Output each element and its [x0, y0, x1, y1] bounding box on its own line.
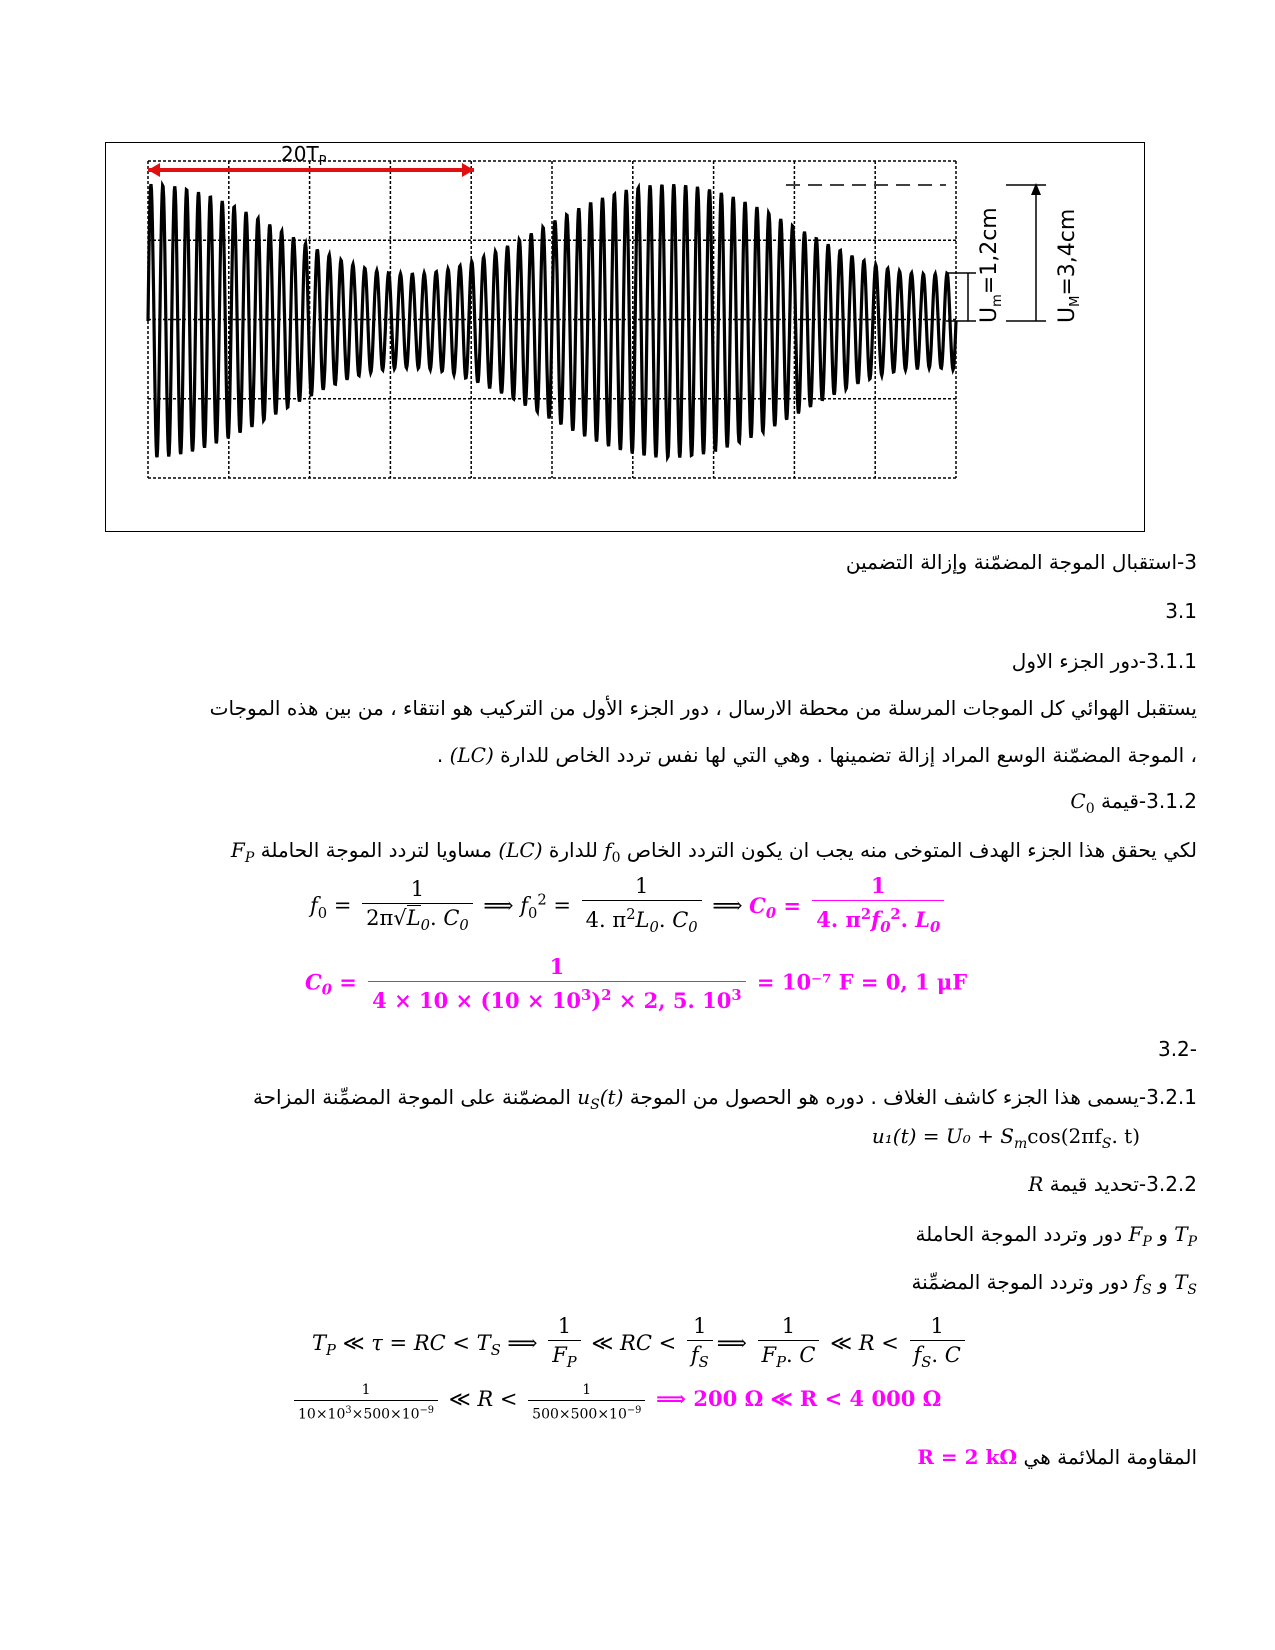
- carrier-period-line: $T_P$ و $F_P$ دور وتردد الموجة الحاملة: [915, 1222, 1197, 1250]
- paragraph-3-1-2: لكي يحقق هذا الجزء الهدف المتوخى منه يجب ان يكون التردد الخاص $f_0$ للدارة (LC) مساويا لتردد الموجة الحاملة $F_P$: [230, 838, 1197, 866]
- subsection-3-2: -3.2: [1157, 1037, 1197, 1061]
- paragraph-3-1-1-line1: يستقبل الهوائي كل الموجات المرسلة من محطة الارسال ، دور الجزء الأول من التركيب هو انتقاء ، من بين هذه الموجات: [209, 696, 1197, 720]
- oscilloscope-figure: [105, 142, 1145, 532]
- period-label-sub: P: [318, 154, 327, 169]
- subsection-3-2-2: 3.2.2-تحديد قيمة R: [1028, 1172, 1197, 1196]
- paragraph-3-1-1-line2: ، الموجة المضمّنة الوسع المراد إزالة تضمينها . وهي التي لها نفس تردد الخاص للدارة (LC) .: [436, 743, 1197, 767]
- equation-r-range: $\frac{1}{10\times 10^3\times 500\times 10^{-9}}$ ≪ R < $\frac{1}{500\times 500\times 10^{-9}}$ ⟹ 200 Ω ≪ R < 4 000 Ω: [290, 1380, 941, 1424]
- paragraph-3-2-1: 3.2.1-يسمى هذا الجزء كاشف الغلاف . دوره هو الحصول من الموجة $u_S(t)$ المضمّنة على الموجة المضمِّنة المزاحة: [252, 1085, 1197, 1113]
- subsection-3-1-1: 3.1.1-دور الجزء الاول: [1011, 649, 1197, 673]
- equation-c0-value: $C_0$ = $\frac{1}{4 \times 10 \times (10 \times 10^3)^2 \times 2, 5. 10^3}$ = 10⁻⁷ F = 0, 1 μF: [305, 954, 968, 1014]
- oscillogram-svg: [106, 143, 1146, 533]
- lc-symbol: (LC): [449, 743, 494, 767]
- equation-inequality: $T_P$ ≪ τ = RC < $T_S$ ⟹ $\frac{1}{F_P}$ ≪ RC < $\frac{1}{f_S}$ ⟹ $\frac{1}{F_P. C}$ ≪ R < $\frac{1}{f_S. C}$: [312, 1312, 969, 1377]
- subsection-3-1: 3.1: [1165, 599, 1197, 623]
- subsection-3-1-2: 3.1.2-قيمة $C_0$: [1070, 789, 1197, 817]
- final-resistance: المقاومة الملائمة هي R = 2 kΩ: [917, 1445, 1197, 1469]
- svg-text:20TP: [281, 143, 327, 169]
- equation-demodulated: $u_1(t) = U_0 + S_m\cos(2\pi f_S$. t): [871, 1124, 1140, 1152]
- um-label: $U_m=1,2cm$: [977, 207, 1005, 323]
- modulating-period-line: $T_S$ و $f_S$ دور وتردد الموجة المضمِّنة: [911, 1270, 1197, 1298]
- equation-resonance: $f_0$ = $\frac{1}{2\pi√L_0. C_0}$ ⟹ $f_0^2$ = $\frac{1}{4. \pi^2L_0. C_0}$ ⟹ $C_0$ = $\frac{1}{4. \pi^2f_0^2. L_0}$: [310, 872, 948, 942]
- section-title: 3-استقبال الموجة المضمّنة وإزالة التضمين: [845, 550, 1197, 574]
- uM-label: $U_M=3,4cm$: [1055, 208, 1083, 323]
- period-label: 20T: [281, 143, 319, 166]
